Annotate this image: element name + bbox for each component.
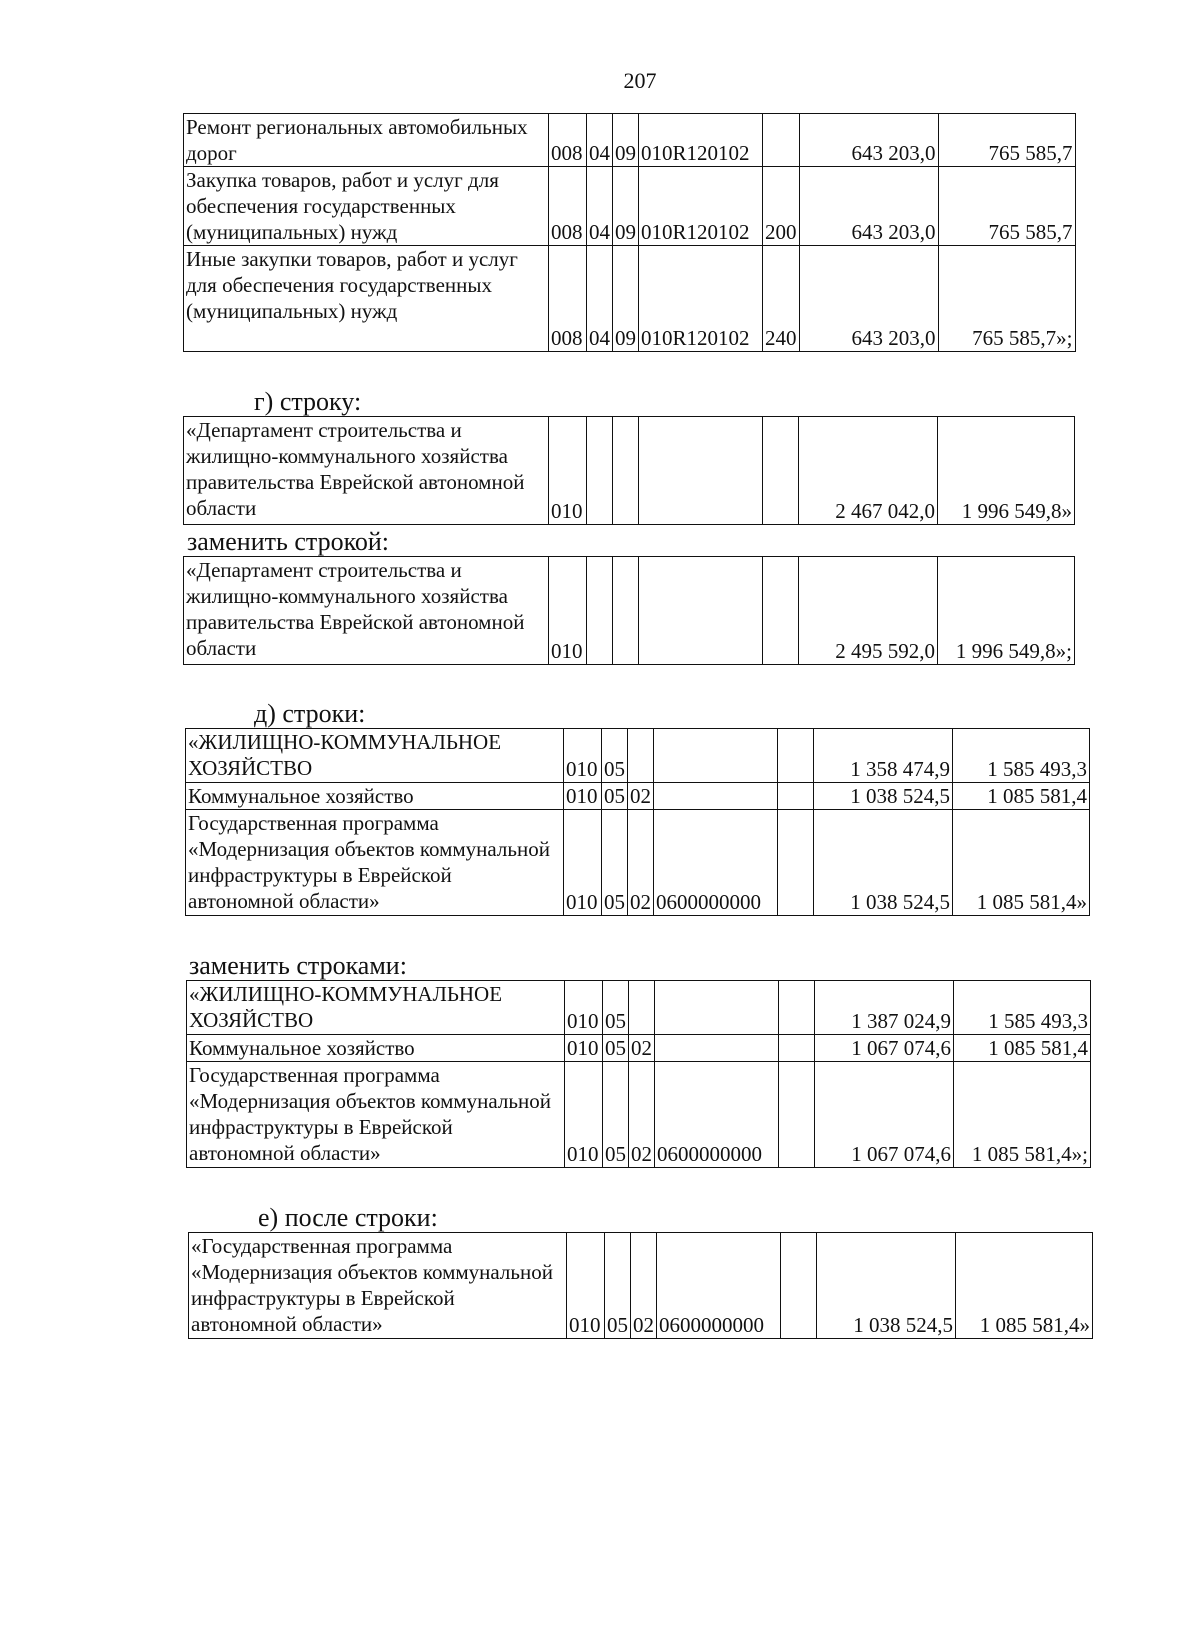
amount-1: 2 467 042,0 (799, 417, 938, 525)
code-admin: 010 (564, 810, 602, 916)
row-name: Коммунальное хозяйство (187, 1035, 565, 1062)
page-number: 207 (623, 68, 657, 93)
code-admin: 010 (549, 417, 587, 525)
code-expense-type (779, 1035, 815, 1062)
code-target (639, 417, 763, 525)
amount-1: 1 038 524,5 (817, 1233, 956, 1339)
code-subsection: 09 (613, 246, 639, 352)
row-name: «Государственная программа «Модернизация объектов коммунальной инфраструктуры в Еврейской автономной области» (189, 1233, 567, 1339)
code-admin: 008 (549, 167, 587, 246)
amount-2: 1 585 493,3 (954, 981, 1091, 1035)
code-subsection (613, 417, 639, 525)
code-section: 05 (603, 1062, 629, 1168)
amount-2: 765 585,7 (938, 167, 1075, 246)
row-name: Государственная программа «Модернизация объектов коммунальной инфраструктуры в Еврейской автономной области» (187, 1062, 565, 1168)
amount-2: 765 585,7 (938, 114, 1075, 167)
code-section (587, 417, 613, 525)
row-name: Закупка товаров, работ и услуг для обеспечения государственных (муниципальных) нужд (184, 167, 549, 246)
row-name: Государственная программа «Модернизация объектов коммунальной инфраструктуры в Еврейской автономной области» (186, 810, 564, 916)
code-expense-type (781, 1233, 817, 1339)
budget-table (183, 416, 1075, 525)
code-target: 0600000000 (654, 810, 778, 916)
code-expense-type (763, 557, 799, 665)
table-row (187, 1035, 1091, 1062)
row-name: «ЖИЛИЩНО-КОММУНАЛЬНОЕ ХОЗЯЙСТВО (186, 729, 564, 783)
code-section: 05 (605, 1233, 631, 1339)
code-admin: 008 (549, 246, 587, 352)
table-row (189, 1233, 1093, 1339)
section-department-original (183, 416, 1075, 525)
code-target (655, 981, 779, 1035)
code-expense-type (763, 114, 800, 167)
code-admin: 010 (564, 783, 602, 810)
code-admin: 010 (564, 729, 602, 783)
code-subsection: 09 (613, 167, 639, 246)
code-subsection (629, 981, 655, 1035)
row-name: «Департамент строительства и жилищно-коммунального хозяйства правительства Еврейской автономной области (184, 417, 549, 525)
amount-1: 1 067 074,6 (815, 1035, 954, 1062)
section-housing-replacement (186, 980, 1091, 1168)
amount-2: 1 585 493,3 (953, 729, 1090, 783)
code-expense-type: 200 (763, 167, 800, 246)
table-row (184, 246, 1076, 352)
code-admin: 008 (549, 114, 587, 167)
code-expense-type (778, 810, 814, 916)
code-admin: 010 (565, 1062, 603, 1168)
amount-1: 1 038 524,5 (814, 783, 953, 810)
row-name: «ЖИЛИЩНО-КОММУНАЛЬНОЕ ХОЗЯЙСТВО (187, 981, 565, 1035)
section-road-repair (183, 113, 1076, 352)
section-heading: заменить строками: (189, 951, 407, 980)
table-row (186, 810, 1090, 916)
code-section: 05 (602, 729, 628, 783)
code-expense-type (779, 981, 815, 1035)
budget-table (183, 113, 1076, 352)
table-row (186, 729, 1090, 783)
table-row (184, 557, 1075, 665)
amount-1: 1 358 474,9 (814, 729, 953, 783)
budget-table (183, 556, 1075, 665)
code-subsection (613, 557, 639, 665)
code-section: 04 (587, 167, 613, 246)
amount-2: 1 085 581,4 (954, 1035, 1091, 1062)
table-row (184, 114, 1076, 167)
code-expense-type: 240 (763, 246, 800, 352)
code-subsection: 09 (613, 114, 639, 167)
amount-1: 643 203,0 (799, 246, 938, 352)
amount-1: 643 203,0 (799, 167, 938, 246)
table-row (187, 1062, 1091, 1168)
code-target (655, 1035, 779, 1062)
code-admin: 010 (567, 1233, 605, 1339)
code-target (654, 783, 778, 810)
section-heading: заменить строкой: (187, 527, 390, 556)
code-target: 010R120102 (639, 167, 763, 246)
code-expense-type (763, 417, 799, 525)
amount-2: 1 996 549,8»; (938, 557, 1075, 665)
amount-1: 1 067 074,6 (815, 1062, 954, 1168)
table-row (186, 783, 1090, 810)
code-section: 04 (587, 114, 613, 167)
amount-2: 1 085 581,4 (953, 783, 1090, 810)
code-expense-type (779, 1062, 815, 1168)
amount-1: 1 038 524,5 (814, 810, 953, 916)
code-target: 010R120102 (639, 246, 763, 352)
section-heading: д) строки: (254, 699, 366, 728)
code-subsection: 02 (629, 1035, 655, 1062)
row-name: Иные закупки товаров, работ и услуг для обеспечения государственных (муниципальных) нужд (184, 246, 549, 352)
code-admin: 010 (549, 557, 587, 665)
table-row (184, 417, 1075, 525)
code-section: 05 (603, 981, 629, 1035)
amount-2: 1 085 581,4» (956, 1233, 1093, 1339)
code-section: 05 (603, 1035, 629, 1062)
code-subsection: 02 (629, 1062, 655, 1168)
code-expense-type (778, 783, 814, 810)
table-row (184, 167, 1076, 246)
amount-2: 1 996 549,8» (938, 417, 1075, 525)
code-subsection: 02 (631, 1233, 657, 1339)
amount-2: 765 585,7»; (938, 246, 1075, 352)
code-admin: 010 (565, 981, 603, 1035)
section-heading: е) после строки: (258, 1203, 438, 1232)
code-admin: 010 (565, 1035, 603, 1062)
code-section: 04 (587, 246, 613, 352)
code-section (587, 557, 613, 665)
row-name: «Департамент строительства и жилищно-коммунального хозяйства правительства Еврейской автономной области (184, 557, 549, 665)
code-target: 0600000000 (657, 1233, 781, 1339)
table-row (187, 981, 1091, 1035)
amount-1: 1 387 024,9 (815, 981, 954, 1035)
section-housing-original (185, 728, 1090, 916)
code-section: 05 (602, 783, 628, 810)
code-subsection (628, 729, 654, 783)
code-section: 05 (602, 810, 628, 916)
code-target: 0600000000 (655, 1062, 779, 1168)
code-expense-type (778, 729, 814, 783)
code-target (639, 557, 763, 665)
section-department-replacement (183, 556, 1075, 665)
code-target (654, 729, 778, 783)
row-name: Ремонт региональных автомобильных дорог (184, 114, 549, 167)
amount-2: 1 085 581,4»; (954, 1062, 1091, 1168)
amount-1: 643 203,0 (799, 114, 938, 167)
code-subsection: 02 (628, 810, 654, 916)
code-subsection: 02 (628, 783, 654, 810)
budget-table (186, 980, 1091, 1168)
code-target: 010R120102 (639, 114, 763, 167)
row-name: Коммунальное хозяйство (186, 783, 564, 810)
amount-1: 2 495 592,0 (799, 557, 938, 665)
budget-table (188, 1232, 1093, 1339)
amount-2: 1 085 581,4» (953, 810, 1090, 916)
section-program-anchor (188, 1232, 1093, 1339)
budget-table (185, 728, 1090, 916)
section-heading: г) строку: (254, 387, 362, 416)
